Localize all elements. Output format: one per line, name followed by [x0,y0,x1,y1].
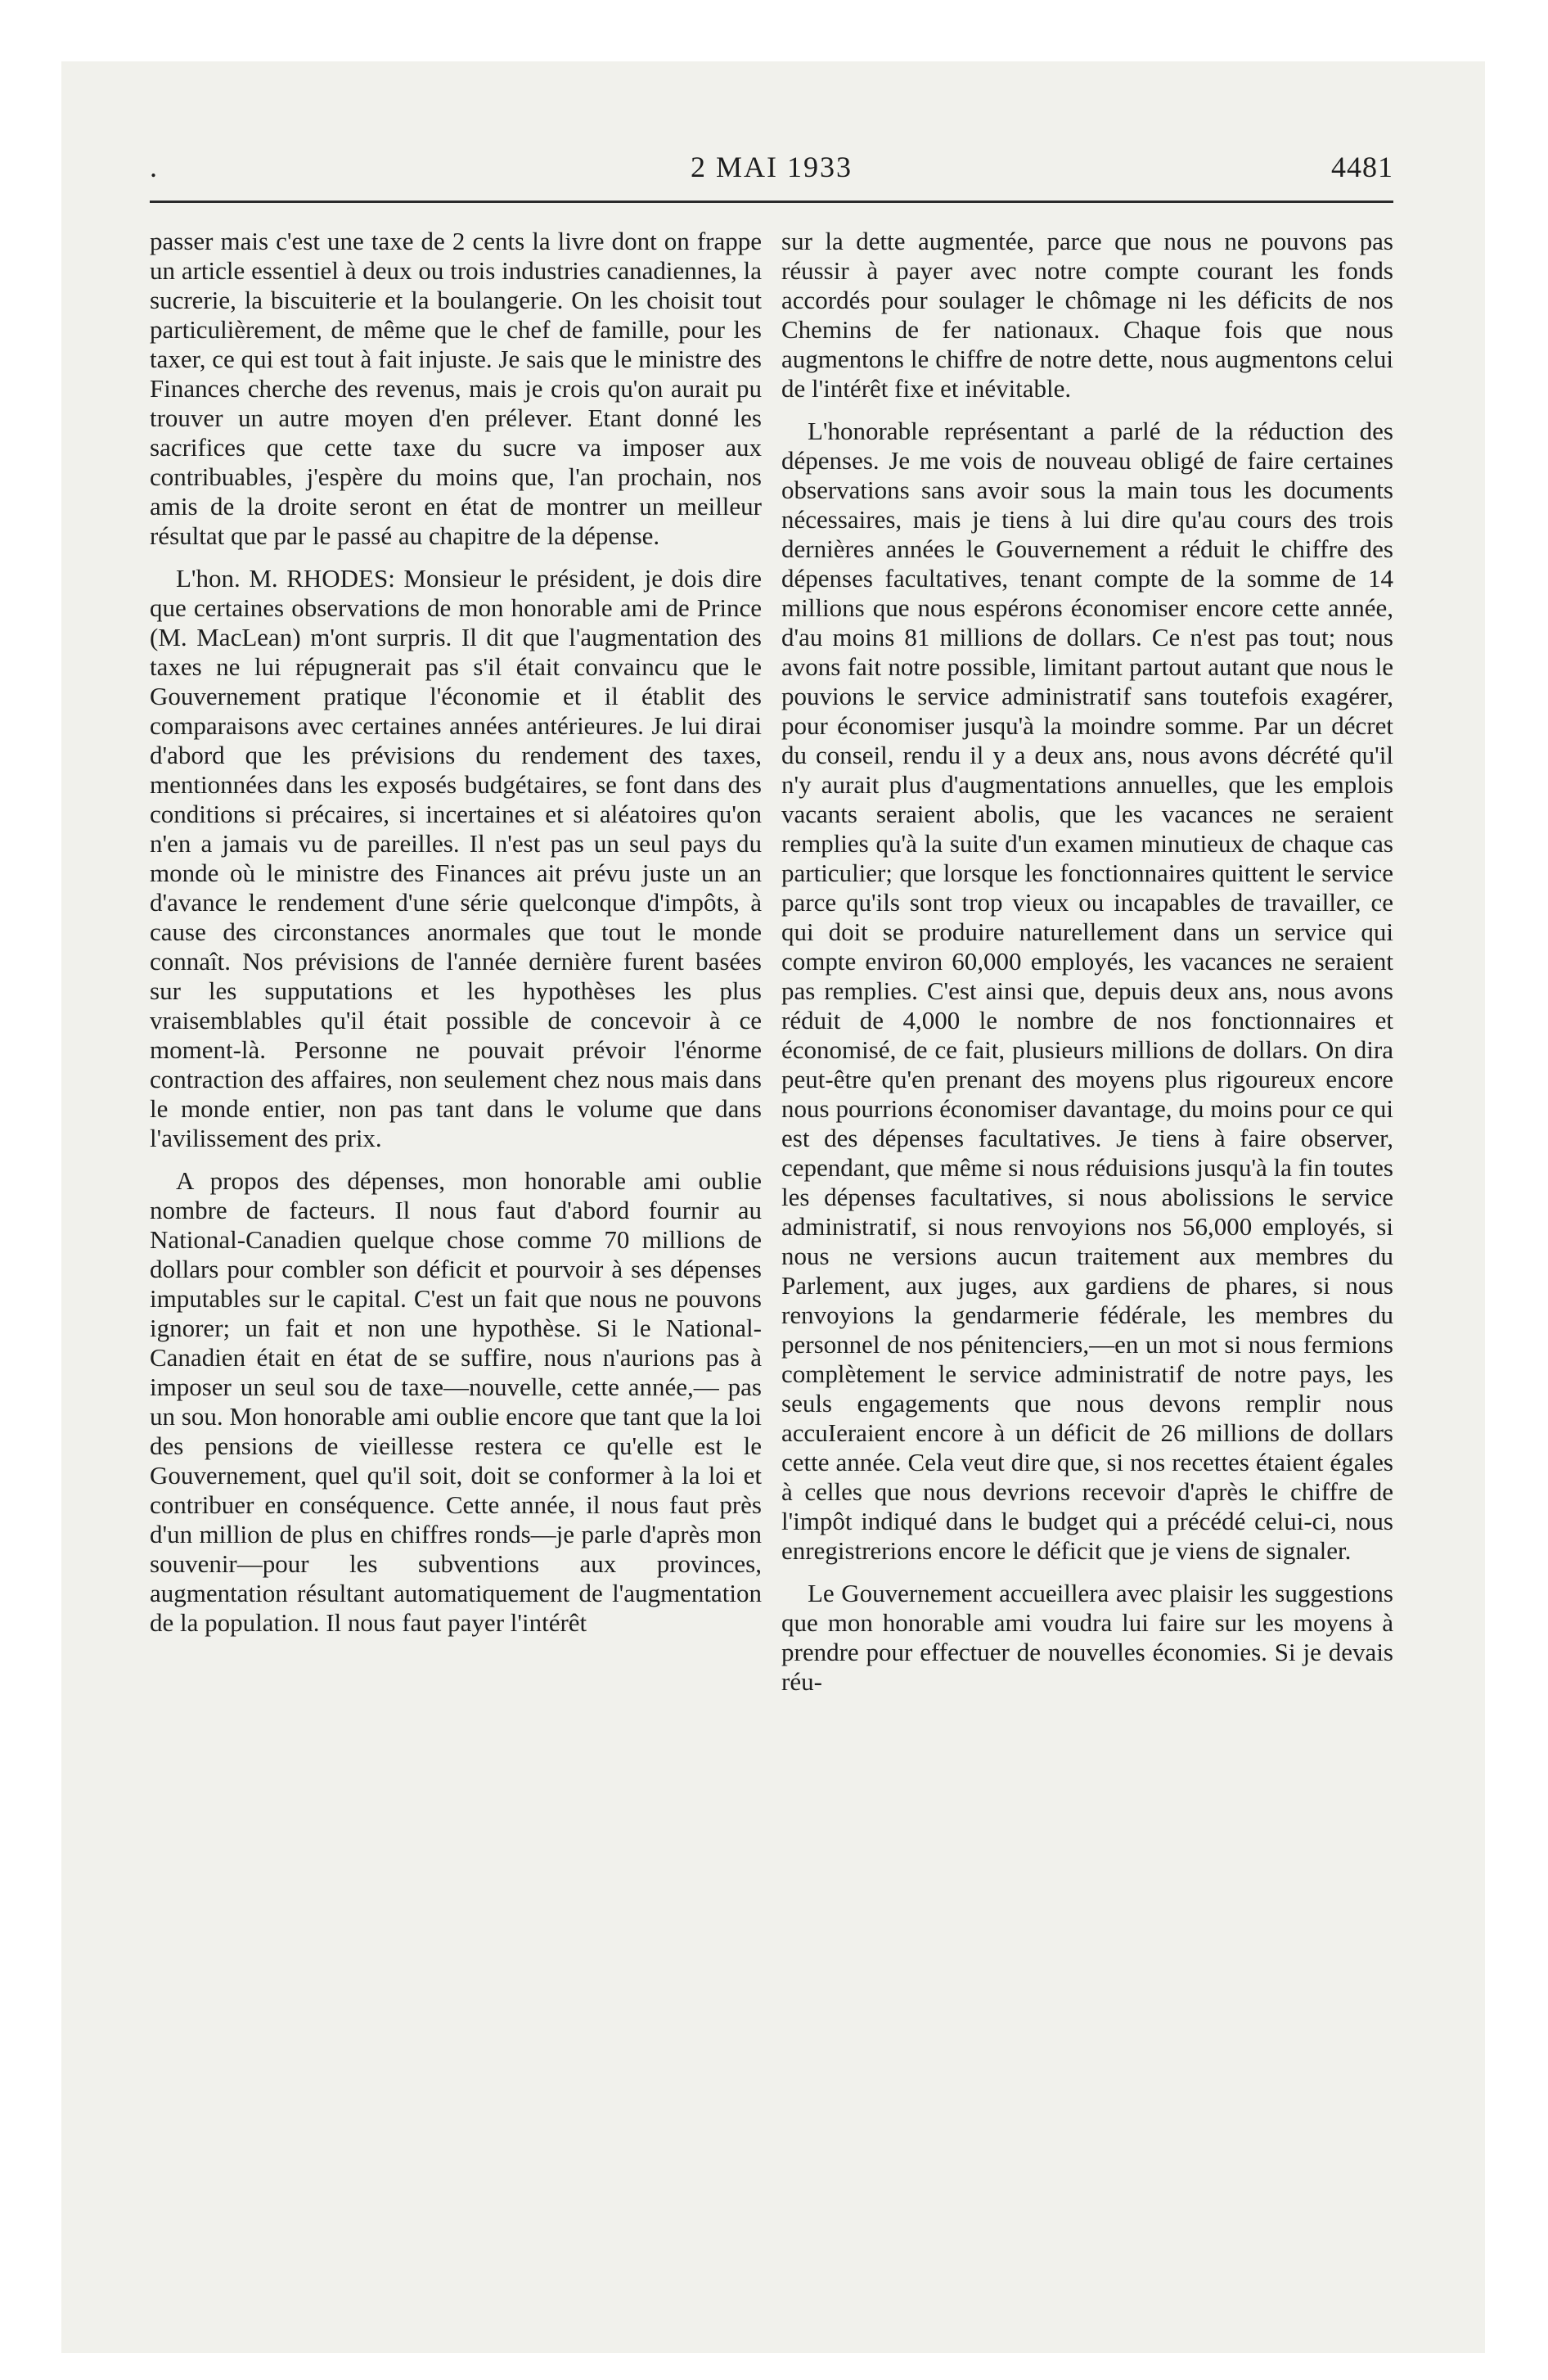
left-column [150,227,762,1638]
header-bullet: . [150,151,158,183]
header-date: 2 MAI 1933 [691,151,853,183]
page-number: 4481 [1331,151,1393,183]
paragraph: passer mais c'est une taxe de 2 cents la livre dont on frappe un article essentiel à deux ou trois industries canadiennes, la sucrerie, la biscuiterie et la boulangerie. On les choisit tout particulièrement, de même que le chef de famille, pour les taxer, ce qui est tout à fait injuste. Je sais que le ministre des Finances cherche des revenus, mais je crois qu'on aurait pu trouver un autre moyen d'en prélever. Etant donné les sacrifices que cette taxe du sucre va imposer aux contribuables, j'espère du moins que, l'an prochain, nos amis de la droite seront en état de montrer un meilleur résultat que par le passé au chapitre de la dépense. [150,227,762,550]
paragraph: A propos des dépenses, mon honorable ami oublie nombre de facteurs. Il nous faut d'abord fournir au National-Canadien quelque chose comme 70 millions de dollars pour combler son déficit et pourvoir à ses dépenses imputables sur le capital. C'est un fait que nous ne pouvons ignorer; un fait et non une hypothèse. Si le National-Canadien était en état de se suffire, nous n'aurions pas à imposer un seul sou de taxe—nouvelle, cette année,— pas un sou. Mon honorable ami oublie encore que tant que la loi des pensions de vieillesse restera ce qu'elle est le Gouvernement, quel qu'il soit, doit se conformer à la loi et contribuer en conséquence. Cette année, il nous faut près d'un million de plus en chiffres ronds—je parle d'après mon souvenir—pour les subventions aux provinces, augmentation résultant automatiquement de l'augmentation de la population. Il nous faut payer l'intérêt [150,1166,762,1637]
document-page [61,61,1485,2353]
page-header [150,150,1393,199]
header-rule [150,201,1393,203]
paragraph: L'hon. M. RHODES: Monsieur le président, je dois dire que certaines observations de mon honorable ami de Prince (M. MacLean) m'ont surpris. Il dit que l'augmentation des taxes ne lui répugnerait pas s'il était convaincu que le Gouvernement pratique l'économie et il établit des comparaisons avec certaines années antérieures. Je lui dirai d'abord que les prévisions du rendement des taxes, mentionnées dans les exposés budgétaires, se font dans des conditions si précaires, si incertaines et si aléatoires qu'on n'en a jamais vu de pareilles. Il n'est pas un seul pays du monde où le ministre des Finances ait prévu juste un an d'avance le rendement d'une série quelconque d'impôts, à cause des circonstances anormales que tout le monde connaît. Nos prévisions de l'année dernière furent basées sur les supputations et les hypothèses les plus vraisemblables qu'il était possible de concevoir à ce moment-là. Personne ne pouvait prévoir l'énorme contraction des affaires, non seulement chez nous mais dans le monde entier, non pas tant dans le volume que dans l'avilissement des prix. [150,564,762,1152]
paragraph: Le Gouvernement accueillera avec plaisir les suggestions que mon honorable ami voudra lui faire sur les moyens à prendre pour effectuer de nouvelles économies. Si je devais réu- [781,1579,1393,1696]
right-column [781,227,1393,1697]
paragraph: sur la dette augmentée, parce que nous ne pouvons pas réussir à payer avec notre compte courant les fonds accordés pour soulager le chômage ni les déficits de nos Chemins de fer nationaux. Chaque fois que nous augmentons le chiffre de notre dette, nous augmentons celui de l'intérêt fixe et inévitable. [781,227,1393,403]
paragraph: L'honorable représentant a parlé de la réduction des dépenses. Je me vois de nouveau obligé de faire certaines observations sans avoir sous la main tous les documents nécessaires, mais je tiens à lui dire qu'au cours des trois dernières années le Gouvernement a réduit le chiffre des dépenses facultatives, tenant compte de la somme de 14 millions que nous espérons économiser encore cette année, d'au moins 81 millions de dollars. Ce n'est pas tout; nous avons fait notre possible, limitant partout autant que nous le pouvions le service administratif sans toutefois exagérer, pour économiser jusqu'à la moindre somme. Par un décret du conseil, rendu il y a deux ans, nous avons décrété qu'il n'y aurait plus d'augmentations annuelles, que les emplois vacants seraient abolis, que les vacances ne seraient remplies qu'à la suite d'un examen minutieux de chaque cas particulier; que lorsque les fonctionnaires quittent le service parce qu'ils sont trop vieux ou incapables de travailler, ce qui doit se produire naturellement dans un service qui compte environ 60,000 employés, les vacances ne seraient pas remplies. C'est ainsi que, depuis deux ans, nous avons réduit de 4,000 le nombre de nos fonctionnaires et économisé, de ce fait, plusieurs millions de dollars. On dira peut-être qu'en prenant des moyens plus rigoureux encore nous pourrions économiser davantage, du moins pour ce qui est des dépenses facultatives. Je tiens à faire observer, cependant, que même si nous réduisions jusqu'à la fin toutes les dépenses facultatives, si nous abolissions le service administratif, si nous renvoyions nos 56,000 employés, si nous ne versions aucun traitement aux membres du Parlement, aux juges, aux gardiens de phares, si nous renvoyions la gendarmerie fédérale, les membres du personnel de nos pénitenciers,—en un mot si nous fermions complètement le service administratif de notre pays, les seuls engagements que nous devons remplir nous accuIeraient encore à un déficit de 26 millions de dollars cette année. Cela veut dire que, si nos recettes étaient égales à celles que nous devrions recevoir d'après le chiffre de l'impôt indiqué dans le budget qui a précédé celui-ci, nous enregistrerions encore le déficit que je viens de signaler. [781,417,1393,1565]
